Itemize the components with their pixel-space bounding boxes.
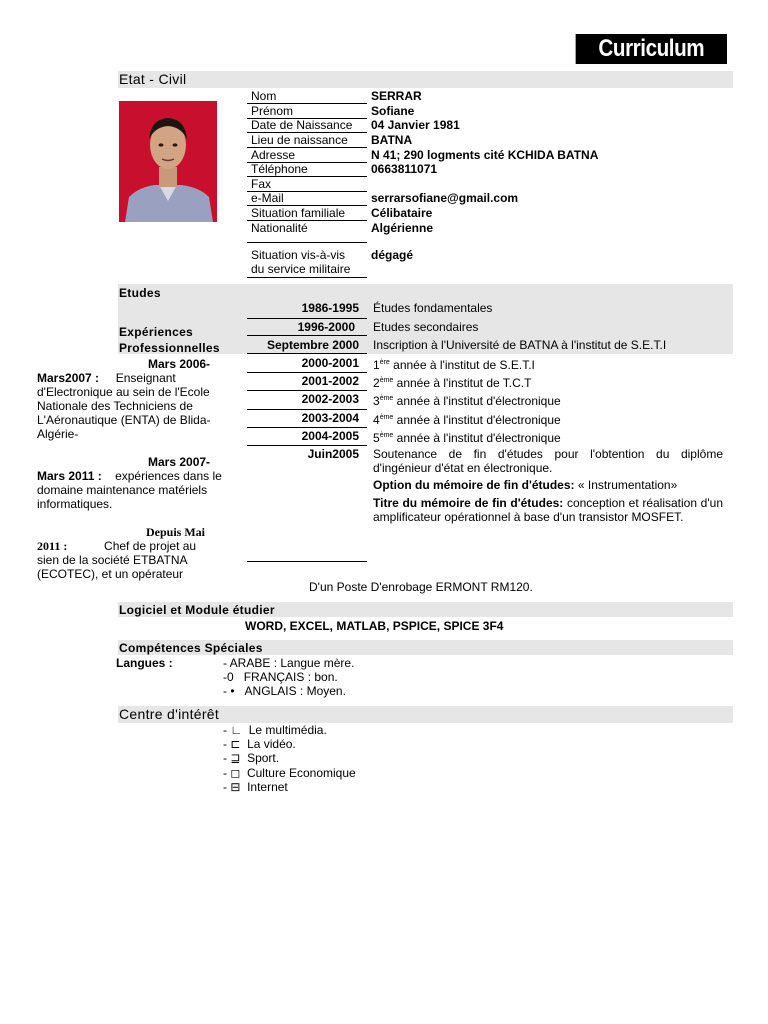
exp-3-text: 2011 : Chef de projet au sien de la société ETBATNA (ECOTEC), et un opérateur xyxy=(37,539,197,581)
interet-internet: - ⊟ Internet xyxy=(223,780,288,794)
row-divider xyxy=(247,445,367,446)
langue-francais: -0 FRANÇAIS : bon. xyxy=(223,670,338,684)
interet-multimedia: - ∟ Le multimédia. xyxy=(223,723,327,737)
row-divider xyxy=(247,335,367,336)
label-fax: Fax xyxy=(251,177,272,191)
value-situation-familiale: Célibataire xyxy=(371,206,433,220)
period-2004-2005: 2004-2005 xyxy=(301,429,359,443)
label-date-naissance: Date de Naissance xyxy=(251,118,353,132)
interets-band xyxy=(118,706,733,723)
desc-option: Option du mémoire de fin d'études: « Instrumentation» xyxy=(373,478,678,492)
desc-2002-2003: 3ème année à l'institut d'électronique xyxy=(373,394,561,408)
value-telephone: 0663811071 xyxy=(371,162,438,176)
row-divider xyxy=(247,427,367,428)
value-prenom: Sofiane xyxy=(371,104,415,118)
row-divider xyxy=(247,390,367,391)
langue-anglais: - • ANGLAIS : Moyen. xyxy=(223,684,346,698)
etudes-heading: Etudes xyxy=(119,286,161,300)
label-nationalite: Nationalité xyxy=(251,221,308,235)
desc-titre-memoire: Titre du mémoire de fin d'études: conception et réalisation d'un amplificateur opérationnel à base d'un transistor MOSFET. xyxy=(373,496,723,524)
value-date-naissance: 04 Janvier 1981 xyxy=(371,118,460,132)
label-service-militaire-2: du service militaire xyxy=(251,262,351,276)
page-title: Curriculum xyxy=(576,34,727,64)
label-adresse: Adresse xyxy=(251,148,296,162)
desc-2003-2004: 4ème année à l'institut d'électronique xyxy=(373,413,561,427)
interets-heading: Centre d'intérêt xyxy=(119,706,220,722)
period-2000: Septembre 2000 xyxy=(266,338,359,352)
exp-1-date-start: Mars 2006- xyxy=(148,357,211,371)
langue-arabe: - ARABE : Langue mère. xyxy=(223,656,355,670)
row-divider xyxy=(247,353,367,354)
desc-2004-2005: 5ème année à l'institut d'électronique xyxy=(373,431,561,445)
logiciel-band xyxy=(118,602,733,617)
row-divider xyxy=(247,277,367,278)
exp-3-date-start: Depuis Mai xyxy=(146,525,206,539)
etat-civil-band xyxy=(118,71,733,88)
value-nationalite: Algérienne xyxy=(371,221,434,235)
langues-label: Langues : xyxy=(116,656,173,670)
label-email: e-Mail xyxy=(251,191,284,205)
exp-3-continuation: D'un Poste D'enrobage ERMONT RM120. xyxy=(309,580,533,594)
row-divider xyxy=(247,372,367,373)
desc-2000-2001: 1ère année à l'institut de S.E.T.I xyxy=(373,358,535,372)
competences-band xyxy=(118,640,733,655)
row-divider xyxy=(247,242,367,243)
label-lieu-naissance: Lieu de naissance xyxy=(251,133,348,147)
experiences-heading-1: Expériences xyxy=(119,325,194,339)
label-nom: Nom xyxy=(251,89,277,103)
desc-1996: Etudes secondaires xyxy=(373,320,479,334)
period-2000-2001: 2000-2001 xyxy=(301,356,359,370)
label-telephone: Téléphone xyxy=(251,162,308,176)
logiciel-heading: Logiciel et Module étudier xyxy=(119,603,275,617)
interet-sport: - ⊒ Sport. xyxy=(223,751,280,765)
value-nom: SERRAR xyxy=(371,89,422,103)
profile-photo xyxy=(119,101,217,222)
value-adresse: N 41; 290 logments cité KCHIDA BATNA xyxy=(371,148,599,162)
logiciel-list: WORD, EXCEL, MATLAB, PSPICE, SPICE 3F4 xyxy=(245,619,504,633)
row-divider xyxy=(247,561,367,562)
exp-2-text: Mars 2011 : expériences dans le domaine maintenance matériels informatiques. xyxy=(37,469,222,511)
label-situation-familiale: Situation familiale xyxy=(251,206,346,220)
exp-1-text: Mars2007 : Enseignant d'Electronique au sein de l'Ecole Nationale des Techniciens de L'Aéronautique (ENTA) de Blida-Algérie- xyxy=(37,371,211,441)
period-2002-2003: 2002-2003 xyxy=(301,392,359,406)
etat-civil-heading: Etat - Civil xyxy=(119,71,187,87)
period-2001-2002: 2001-2002 xyxy=(301,374,359,388)
period-2003-2004: 2003-2004 xyxy=(301,411,359,425)
competences-heading: Compétences Spéciales xyxy=(119,641,263,655)
desc-soutenance: Soutenance de fin d'études pour l'obtention du diplôme d'ingénieur d'état en électronique. xyxy=(373,447,723,475)
desc-2000: Inscription à l'Université de BATNA à l'institut de S.E.T.I xyxy=(373,338,667,352)
value-service-militaire: dégagé xyxy=(371,248,414,262)
desc-1986: Études fondamentales xyxy=(373,301,493,315)
experiences-heading-2: Professionnelles xyxy=(119,341,220,355)
value-email: serrarsofiane@gmail.com xyxy=(371,191,519,205)
interet-culture: - ◻ Culture Economique xyxy=(223,766,356,780)
exp-2-date-start: Mars 2007- xyxy=(148,455,211,469)
period-1996: 1996-2000 xyxy=(297,320,355,334)
label-service-militaire-1: Situation vis-à-vis xyxy=(251,248,346,262)
value-lieu-naissance: BATNA xyxy=(371,133,413,147)
row-divider xyxy=(247,318,367,319)
label-prenom: Prénom xyxy=(251,104,294,118)
period-juin2005: Juin2005 xyxy=(307,447,359,461)
interet-video: - ⊏ La vidéo. xyxy=(223,737,296,751)
period-1986: 1986-1995 xyxy=(301,301,359,315)
row-divider xyxy=(247,409,367,410)
desc-2001-2002: 2ème année à l'institut de T.C.T xyxy=(373,376,532,390)
